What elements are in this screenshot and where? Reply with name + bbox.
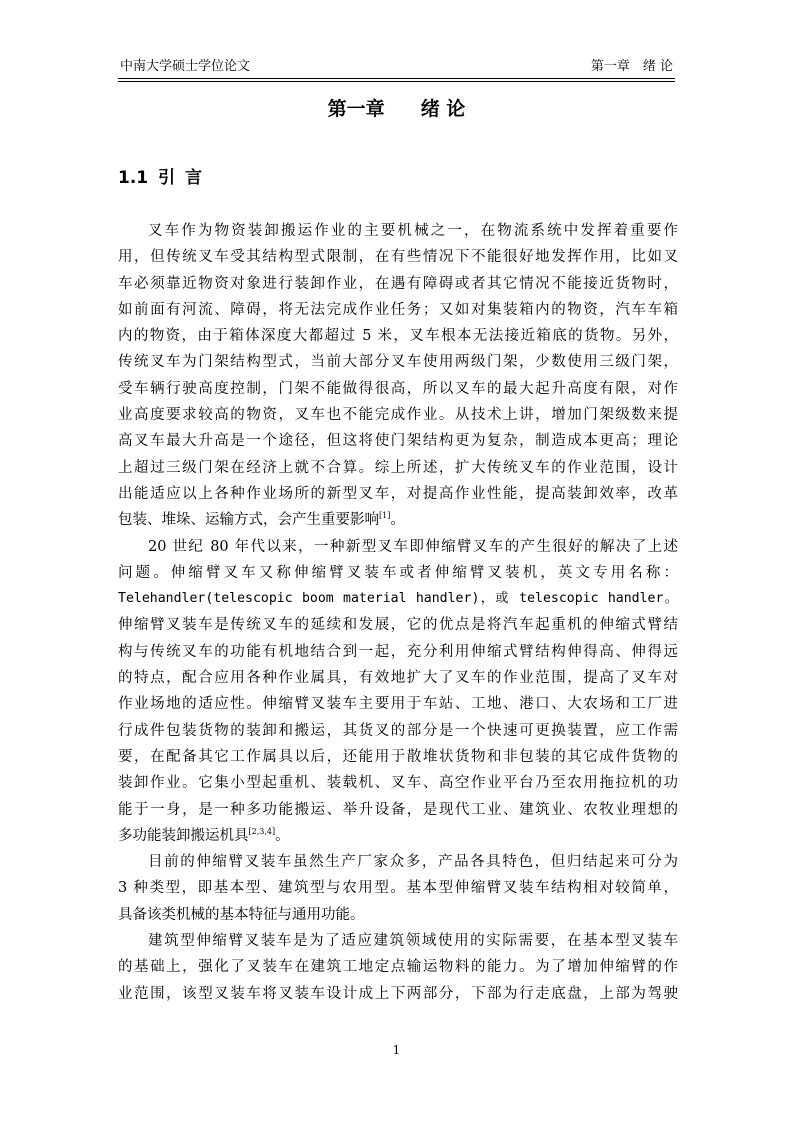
section-title-part-b: 言 <box>185 168 203 188</box>
text-line: 的基础上，强化了叉装车在建筑工地定点输运物料的能力。为了增加伸缩臂的作 <box>118 959 678 976</box>
text-line: 的特点，配合应用各种作业属具，有效地扩大了叉车的作业范围，提高了叉车对 <box>118 670 678 687</box>
section-heading <box>118 164 202 192</box>
section-number: 1.1 <box>118 168 149 188</box>
text-line: 叉车作为物资装卸搬运作业的主要机械之一，在物流系统中发挥着重要作 <box>148 223 678 239</box>
paragraph-3 <box>118 849 678 928</box>
body-text <box>118 218 678 1007</box>
text-line: 受车辆行驶高度控制，门架不能做得很高，所以叉车的最大起升高度有限，对作 <box>118 380 678 397</box>
text-fragment: 。 <box>275 827 290 844</box>
text-line: 问题。伸缩臂叉车又称伸缩臂叉装车或者伸缩臂叉装机，英文专用名称： <box>118 564 678 581</box>
text-line: 要，在配备其它工作属具以后，还能用于散堆状货物和非包装的其它成件货物的 <box>118 748 678 765</box>
header-chapter-label: 第一章 绪 论 <box>590 59 673 74</box>
citation-marker: [1] <box>379 511 391 521</box>
text-line: 内的物资，由于箱体深度大都超过 5 米，叉车根本无法接近箱底的货物。另外， <box>118 328 678 345</box>
text-line: 作业场地的适应性。伸缩臂叉装车主要用于车站、工地、港口、大农场和工厂进 <box>118 696 678 713</box>
citation-marker: [2,3,4] <box>248 826 276 836</box>
page-number: 1 <box>392 1043 401 1057</box>
text-fragment: 多功能装卸搬运机具 <box>118 827 249 844</box>
text-line: 业范围，该型叉装车将叉装车设计成上下两部分，下部为行走底盘，上部为驾驶 <box>118 985 678 1002</box>
text-line: 建筑型伸缩臂叉装车是为了适应建筑领域使用的实际需要，在基本型叉装车 <box>148 933 678 950</box>
paragraph-1 <box>118 218 678 534</box>
text-line-english-term: Telehandler(telescopic boom material handler)，或 telescopic handler。 <box>118 591 678 607</box>
text-line: 传统叉车为门架结构型式，当前大部分叉车使用两级门架，少数使用三级门架， <box>118 354 678 371</box>
text-line <box>118 823 678 849</box>
text-line: 行成件包装货物的装卸和搬运，其货叉的部分是一个快速可更换装置，应工作需 <box>118 722 678 739</box>
text-fragment: 包装、堆垛、运输方式，会产生重要影响 <box>118 512 379 529</box>
text-line <box>118 507 678 533</box>
running-header <box>118 56 675 78</box>
text-line: 具备该类机械的基本特征与通用功能。 <box>118 906 365 923</box>
text-line: 高叉车最大升高是一个途径，但这将使门架结构更为复杂，制造成本更高；理论 <box>118 433 678 450</box>
text-line: 能于一身，是一种多功能搬运、举升设备，是现代工业、建筑业、农牧业理想的 <box>118 801 678 818</box>
text-line: 构与传统叉车的功能有机地结合到一起，充分利用伸缩式臂结构伸得高、伸得远 <box>118 643 678 660</box>
header-thesis-title: 中南大学硕士学位论文 <box>120 59 251 74</box>
chapter-name: 绪 论 <box>420 98 466 120</box>
text-line: 3 种类型，即基本型、建筑型与农用型。基本型伸缩臂叉装车结构相对较简单， <box>118 880 678 897</box>
text-fragment: 。 <box>390 512 405 529</box>
text-line: 20 世纪 80 年代以来，一种新型叉车即伸缩臂叉车的产生很好的解决了上述 <box>148 538 678 555</box>
text-line: 装卸作业。它集小型起重机、装载机、叉车、高空作业平台乃至农用拖拉机的功 <box>118 775 678 792</box>
header-rule-thick <box>118 78 675 79</box>
paragraph-2 <box>118 534 678 850</box>
paragraph-4 <box>118 928 678 1007</box>
text-line: 如前面有河流、障碍，将无法完成作业任务；又如对集装箱内的物资，汽车车箱 <box>118 301 678 318</box>
text-line: 业高度要求较高的物资，叉车也不能完成作业。从技术上讲，增加门架级数来提 <box>118 407 678 424</box>
text-line: 用，但传统叉车受其结构型式限制，在有些情况下不能很好地发挥作用，比如叉 <box>118 249 678 266</box>
chapter-label: 第一章 <box>327 98 385 120</box>
text-line: 伸缩臂叉装车是传统叉车的延续和发展，它的优点是将汽车起重机的伸缩式臂结 <box>118 617 678 634</box>
text-line: 车必须靠近物资对象进行装卸作业，在遇有障碍或者其它情况不能接近货物时， <box>118 275 678 292</box>
section-title-part-a: 引 <box>158 168 176 188</box>
chapter-title <box>0 94 793 124</box>
text-line: 上超过三级门架在经济上就不合算。综上所述，扩大传统叉车的作业范围，设计 <box>118 459 678 476</box>
text-line: 出能适应以上各种作业场所的新型叉车，对提高作业性能，提高装卸效率，改革 <box>118 485 678 502</box>
text-line: 目前的伸缩臂叉装车虽然生产厂家众多，产品各具特色，但归结起来可分为 <box>148 854 678 871</box>
header-rule-thin <box>118 81 675 82</box>
